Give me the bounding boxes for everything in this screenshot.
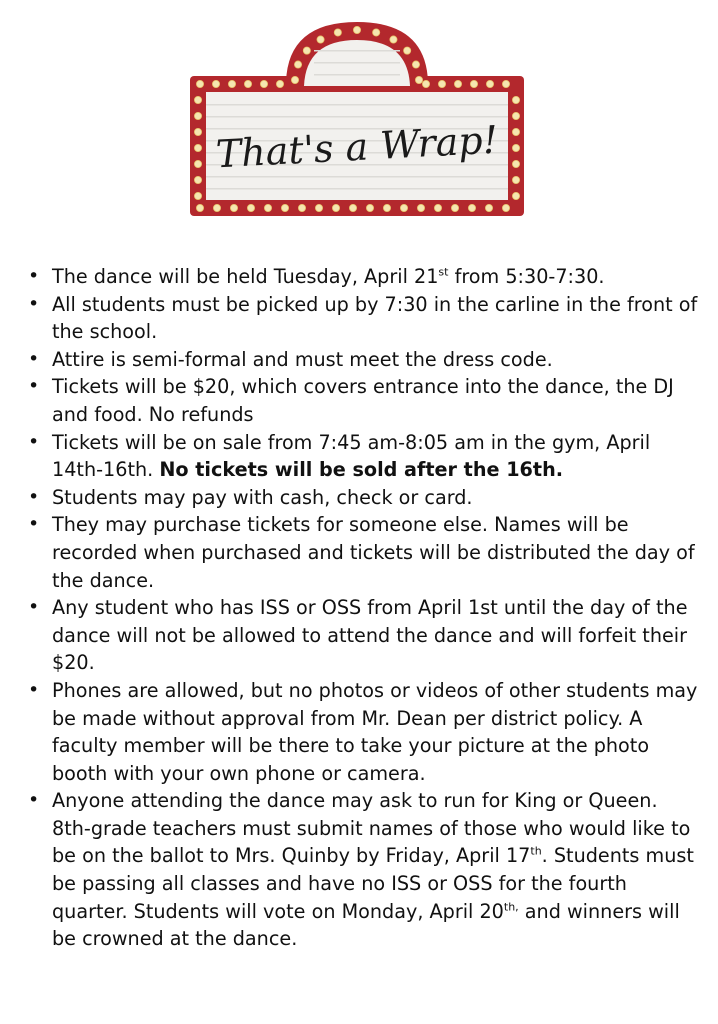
marquee-bulb <box>451 204 458 211</box>
marquee-bulb <box>486 80 493 87</box>
marquee-bulb <box>260 80 267 87</box>
marquee-bulb <box>276 80 283 87</box>
marquee-bulb <box>353 26 360 33</box>
marquee-bulb <box>366 204 373 211</box>
marquee-bulb <box>230 204 237 211</box>
marquee-bulb <box>228 80 235 87</box>
list-item: • Anyone attending the dance may ask to run for King or Queen. 8th-grade teachers must submit names of those who would like to be on the ballot to Mrs. Quinby by Friday, April 17th. Students must be passing all classes and have no ISS or OSS for the fourth quarter. Students will vote on Monday, April $20^{th,}$ and winners will be crowned at the dance. <box>22 787 702 953</box>
marquee-bulb <box>454 80 461 87</box>
list-item: • Students may pay with cash, check or card. <box>22 484 702 512</box>
marquee-bulb <box>303 47 310 54</box>
marquee-bulb <box>470 80 477 87</box>
marquee-bulb <box>196 204 203 211</box>
marquee-bulb <box>332 204 339 211</box>
marquee-bulb <box>422 80 429 87</box>
marquee-bulb <box>383 204 390 211</box>
list-item: • They may purchase tickets for someone else. Names will be recorded when purchased and tickets will be distributed the day of the dance. <box>22 511 702 594</box>
marquee-bulb <box>194 96 201 103</box>
marquee-bulb <box>212 80 219 87</box>
marquee-bulb <box>247 204 254 211</box>
marquee-bulb <box>264 204 271 211</box>
marquee-bulb <box>291 76 298 83</box>
marquee-bulb <box>194 112 201 119</box>
marquee-bulb <box>415 76 422 83</box>
marquee-bulb <box>434 204 441 211</box>
list-item: • Tickets will be on sale from 7:45 am-8:05 am in the gym, April 14th-16th. No tickets will be sold after the 16th. <box>22 429 702 484</box>
marquee-stripe <box>206 104 508 106</box>
list-item: • Phones are allowed, but no photos or videos of other students may be made without approval from Mr. Dean per district policy. A faculty member will be there to take your picture at the photo booth with your own phone or camera. <box>22 677 702 787</box>
marquee-stripe <box>314 74 400 76</box>
marquee-bulb <box>512 176 519 183</box>
marquee-bulb <box>194 128 201 135</box>
marquee-bulb <box>298 204 305 211</box>
marquee-bulb <box>412 61 419 68</box>
marquee-bulb <box>317 36 324 43</box>
marquee-title: That's a Wrap! <box>214 117 499 177</box>
marquee-bulb <box>194 144 201 151</box>
marquee-bulb <box>502 204 509 211</box>
list-item: • All students must be picked up by 7:30 in the carline in the front of the school. <box>22 291 702 346</box>
marquee-bulb <box>417 204 424 211</box>
marquee-sign <box>188 20 526 218</box>
marquee-bulb <box>334 29 341 36</box>
marquee-bulb <box>315 204 322 211</box>
marquee-stripe <box>206 188 508 190</box>
list-item: • The dance will be held Tuesday, April 21st from 5:30-7:30. <box>22 263 702 291</box>
marquee-bulb <box>512 96 519 103</box>
list-item: • Tickets will be $20, which covers entrance into the dance, the DJ and food. No refunds <box>22 373 702 428</box>
marquee-bulb <box>373 29 380 36</box>
marquee-bulb <box>294 61 301 68</box>
marquee-bulb <box>502 80 509 87</box>
marquee-bulb <box>404 47 411 54</box>
marquee-bulb <box>512 112 519 119</box>
info-list <box>22 263 702 953</box>
marquee-bulb <box>194 160 201 167</box>
marquee-bulb <box>512 128 519 135</box>
marquee-stripe <box>314 50 400 52</box>
marquee-bulb <box>438 80 445 87</box>
marquee-stripe <box>206 176 508 178</box>
marquee-bulb <box>400 204 407 211</box>
marquee-bulb <box>485 204 492 211</box>
list-item: • Attire is semi-formal and must meet the dress code. <box>22 346 702 374</box>
marquee-bulb <box>194 176 201 183</box>
marquee-bulb <box>213 204 220 211</box>
marquee-bulb <box>196 80 203 87</box>
marquee-bulb <box>390 36 397 43</box>
marquee-bulb <box>281 204 288 211</box>
marquee-bulb <box>244 80 251 87</box>
list-item: • Any student who has ISS or OSS from April 1st until the day of the dance will not be allowed to attend the dance and will forfeit their $20. <box>22 594 702 677</box>
marquee-bulb <box>194 192 201 199</box>
marquee-bulb <box>512 192 519 199</box>
marquee-bulb <box>349 204 356 211</box>
marquee-bulb <box>468 204 475 211</box>
marquee-bulb <box>512 160 519 167</box>
marquee-stripe <box>206 116 508 118</box>
marquee-bulb <box>512 144 519 151</box>
marquee-stripe <box>314 62 400 64</box>
